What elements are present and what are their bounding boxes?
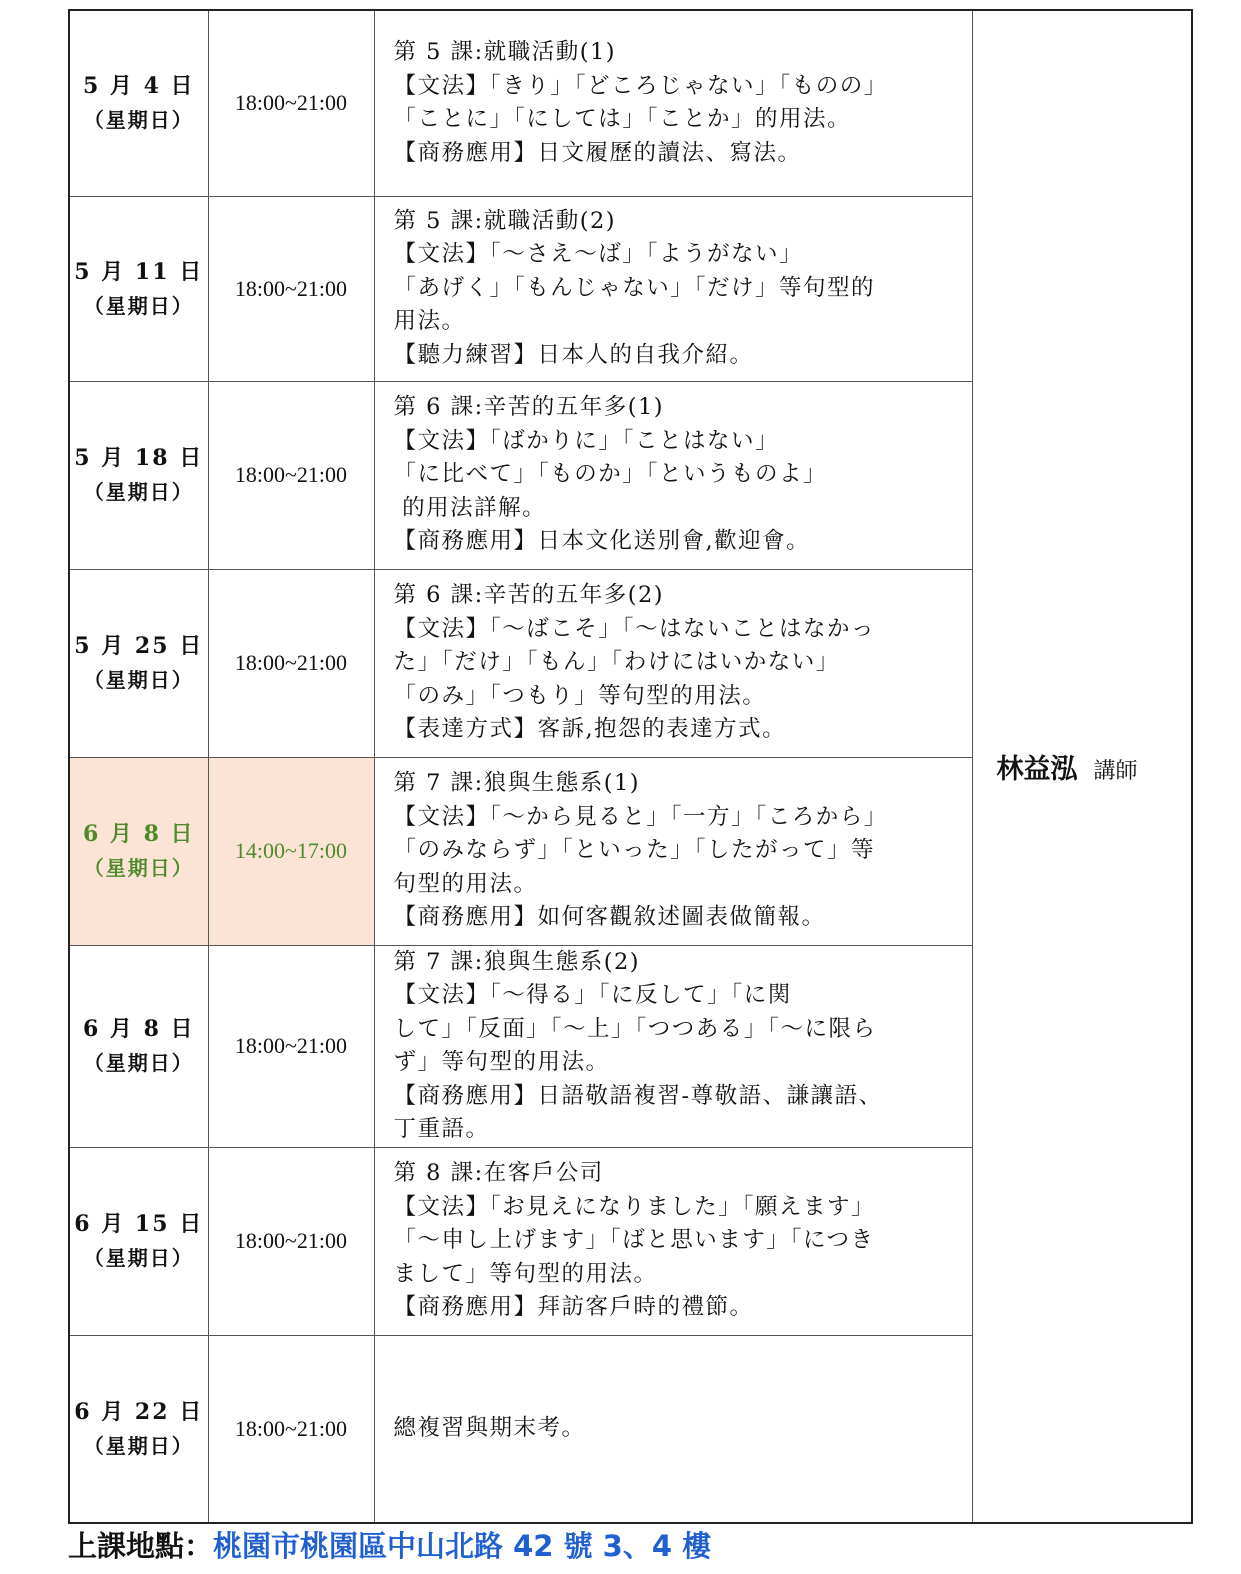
session-time: 18:00~21:00	[208, 945, 374, 1147]
session-content: 第 6 課:辛苦的五年多(1) 【文法】「ばかりに」「ことはない」 「に比べて」「ものか」「というものよ」 的用法詳解。 【商務應用】日本文化送別會,歡迎會。	[374, 381, 972, 569]
teacher-name: 林益泓	[996, 754, 1078, 785]
session-time: 18:00~21:00	[208, 196, 374, 381]
session-content: 第 7 課:狼與生態系(1) 【文法】「～から見ると」「一方」「ころから」 「のみならず」「といった」「したがって」等 句型的用法。 【商務應用】如何客觀敘述圖表做簡報。	[374, 757, 972, 945]
session-date: 5 月 11 日 （星期日）	[69, 196, 208, 381]
session-time: 18:00~21:00	[208, 1147, 374, 1335]
session-date: 6 月 15 日 （星期日）	[69, 1147, 208, 1335]
session-time: 18:00~21:00	[208, 10, 374, 196]
session-time: 18:00~21:00	[208, 1335, 374, 1523]
location-label: 上課地點：	[68, 1529, 214, 1563]
session-date: 6 月 8 日 （星期日）	[69, 945, 208, 1147]
class-location	[68, 1524, 711, 1565]
session-time: 18:00~21:00	[208, 381, 374, 569]
session-date: 5 月 25 日 （星期日）	[69, 569, 208, 757]
table-row	[69, 10, 1192, 196]
session-date: 5 月 4 日 （星期日）	[69, 10, 208, 196]
session-content: 第 8 課:在客戶公司 【文法】「お見えになりました」「願えます」 「～申し上げます」「ばと思います」「につき まして」等句型的用法。 【商務應用】拜訪客戶時的禮節。	[374, 1147, 972, 1335]
session-date: 6 月 22 日 （星期日）	[69, 1335, 208, 1523]
session-content: 第 5 課:就職活動(2) 【文法】「～さえ～ば」「ようがない」 「あげく」「もんじゃない」「だけ」等句型的 用法。 【聽力練習】日本人的自我介紹。	[374, 196, 972, 381]
session-date: 5 月 18 日 （星期日）	[69, 381, 208, 569]
location-address: 桃園市桃園區中山北路 42 號 3、4 樓	[213, 1529, 712, 1563]
schedule-table	[68, 9, 1193, 1524]
session-date: 6 月 8 日 （星期日）	[69, 757, 208, 945]
session-content: 第 7 課:狼與生態系(2) 【文法】「～得る」「に反して」「に関 して」「反面」「～上」「つつある」「～に限ら ず」等句型的用法。 【商務應用】日語敬語複習-尊敬語、謙讓語、 丁重語。	[374, 945, 972, 1147]
session-content: 總複習與期末考。	[374, 1335, 972, 1523]
teacher-cell	[972, 10, 1192, 1523]
teacher-title: 講師	[1093, 759, 1138, 784]
session-time: 18:00~21:00	[208, 569, 374, 757]
session-content: 第 6 課:辛苦的五年多(2) 【文法】「～ばこそ」「～はないことはなかっ た」「だけ」「もん」「わけにはいかない」 「のみ」「つもり」等句型的用法。 【表達方式】客訴,抱怨的表達方式。	[374, 569, 972, 757]
session-content: 第 5 課:就職活動(1) 【文法】「きり」「どころじゃない」「ものの」 「ことに」「にしては」「ことか」的用法。 【商務應用】日文履歷的讀法、寫法。	[374, 10, 972, 196]
session-time: 14:00~17:00	[208, 757, 374, 945]
